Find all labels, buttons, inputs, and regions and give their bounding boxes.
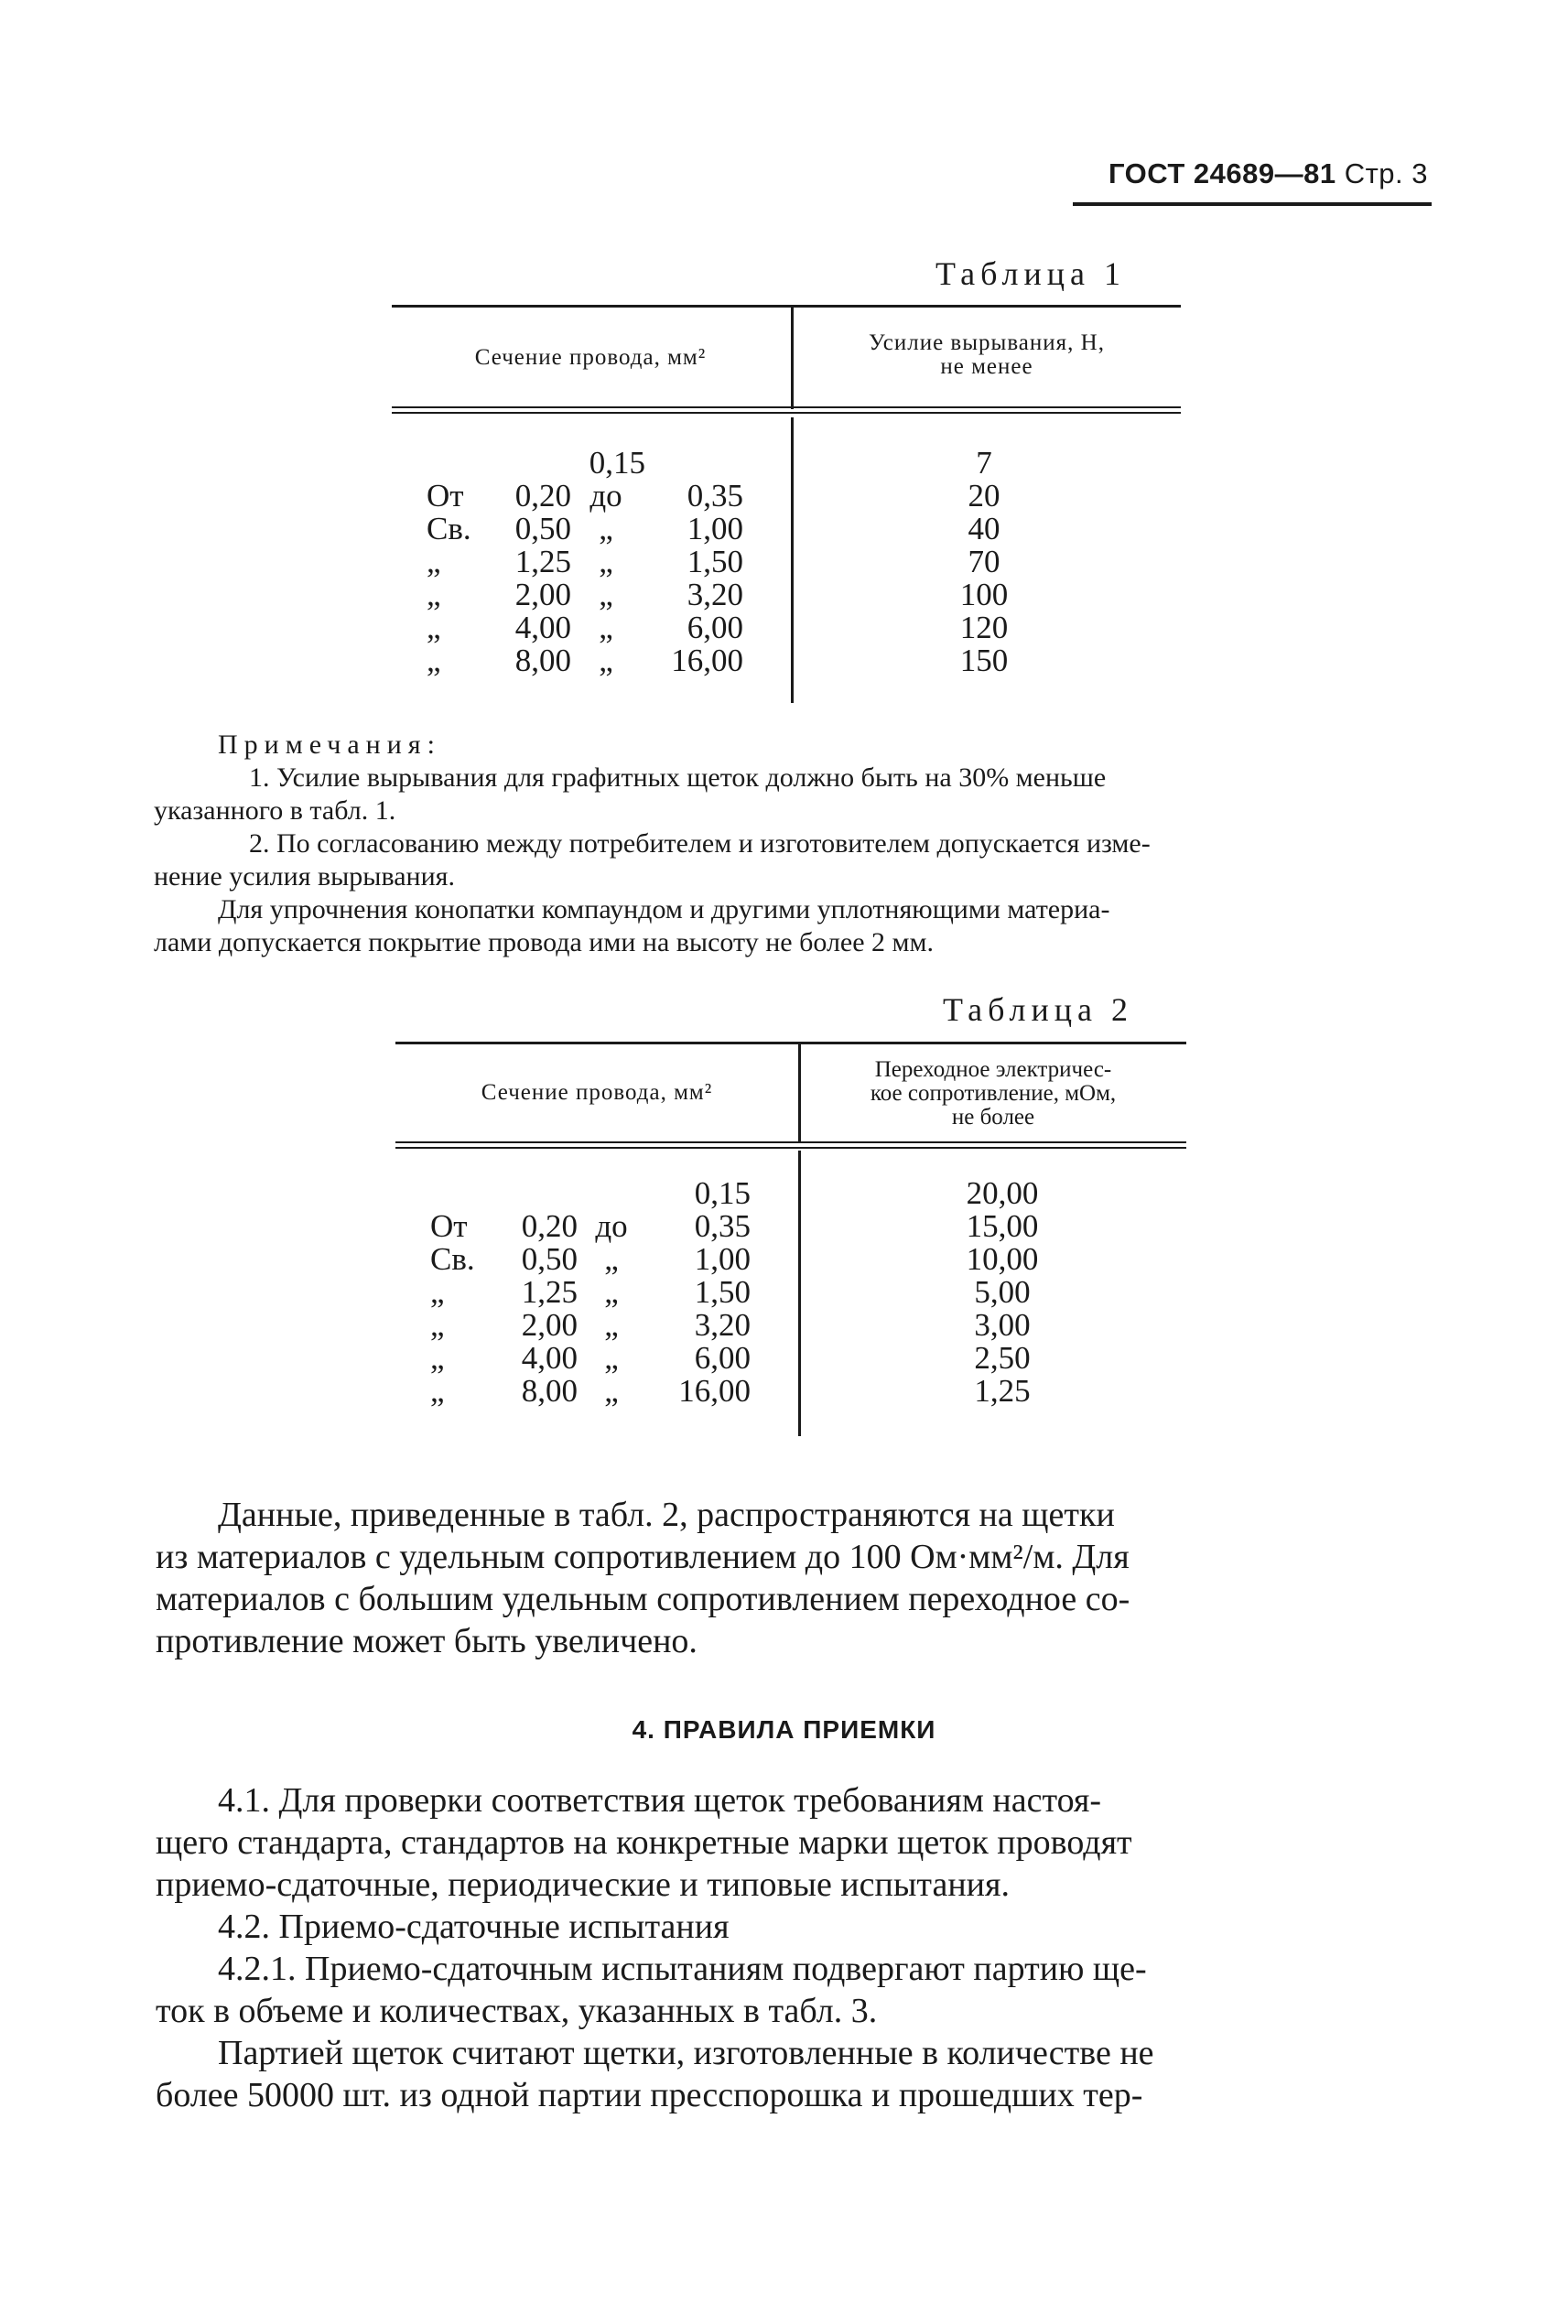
table2-top-rule [395, 1042, 1186, 1044]
paragraph-line: 4.1. Для проверки соответствия щеток требованиям настоя- [218, 1781, 1101, 1820]
page-number: Стр. 3 [1344, 157, 1428, 189]
table1-header-rule [392, 406, 1181, 414]
paragraph-line: более 50000 шт. из одной партии пресспорошка и прошедших тер- [156, 2076, 1143, 2114]
notes-title: Примечания: [218, 730, 441, 760]
section4-text [156, 1779, 1154, 2116]
table2-col1-header: Сечение провода, мм² [481, 1080, 713, 1105]
table1-col1-header: Сечение провода, мм² [474, 345, 707, 370]
page-header [1076, 157, 1428, 190]
note-line: 1. Усилие вырывания для графитных щеток должно быть на 30% меньше [249, 762, 1107, 793]
table1-body-divider [791, 417, 794, 703]
section-title: 4. ПРАВИЛА ПРИЕМКИ [632, 1715, 936, 1744]
document-code: ГОСТ 24689—81 [1108, 157, 1336, 189]
note-line: нение усилия вырывания. [154, 861, 455, 892]
note-line: указанного в табл. 1. [154, 795, 396, 826]
paragraph-line: приемо-сдаточные, периодические и типовые испытания. [156, 1865, 1010, 1904]
paragraph-line: Партией щеток считают щетки, изготовленные в количестве не [218, 2034, 1154, 2072]
table2-col2-header: Переходное электричес- кое сопротивление, мОм, не более [870, 1057, 1117, 1130]
note-line: 2. По согласованию между потребителем и изготовителем допускается изме- [249, 828, 1151, 859]
notes-block [154, 729, 1151, 959]
table2-caption: Таблица 2 [943, 991, 1133, 1028]
table2-header-divider [798, 1042, 801, 1142]
table2-paragraph: Данные, приведенные в табл. 2, распространяются на щетки из материалов с удельным сопротивлением до 100 Ом·мм²/м. Для материалов с большим удельным сопротивлением переходное со- противление может быть увеличено. [156, 1496, 1130, 1660]
subsection-title: 4.2. Приемо-сдаточные испытания [218, 1908, 730, 1946]
paragraph-line: 4.2.1. Приемо-сдаточным испытаниям подвергают партию ще- [218, 1950, 1147, 1988]
note-line: лами допускается покрытие провода ими на высоту не более 2 мм. [154, 927, 935, 957]
paragraph-line: щего стандарта, стандартов на конкретные марки щеток проводят [156, 1823, 1132, 1862]
paragraph-line: ток в объеме и количествах, указанных в табл. 3. [156, 1992, 878, 2030]
table2-body-divider [798, 1151, 801, 1436]
table1-header-divider [791, 305, 794, 409]
table2-header-rule [395, 1141, 1186, 1149]
table1-top-rule [392, 305, 1181, 308]
header-rule [1073, 202, 1432, 206]
note-line: Для упрочнения конопатки компаундом и другими уплотняющими материа- [218, 894, 1110, 924]
table1-caption: Таблица 1 [935, 255, 1126, 292]
table1-col2-header: Усилие вырывания, Н, не менее [869, 330, 1105, 379]
